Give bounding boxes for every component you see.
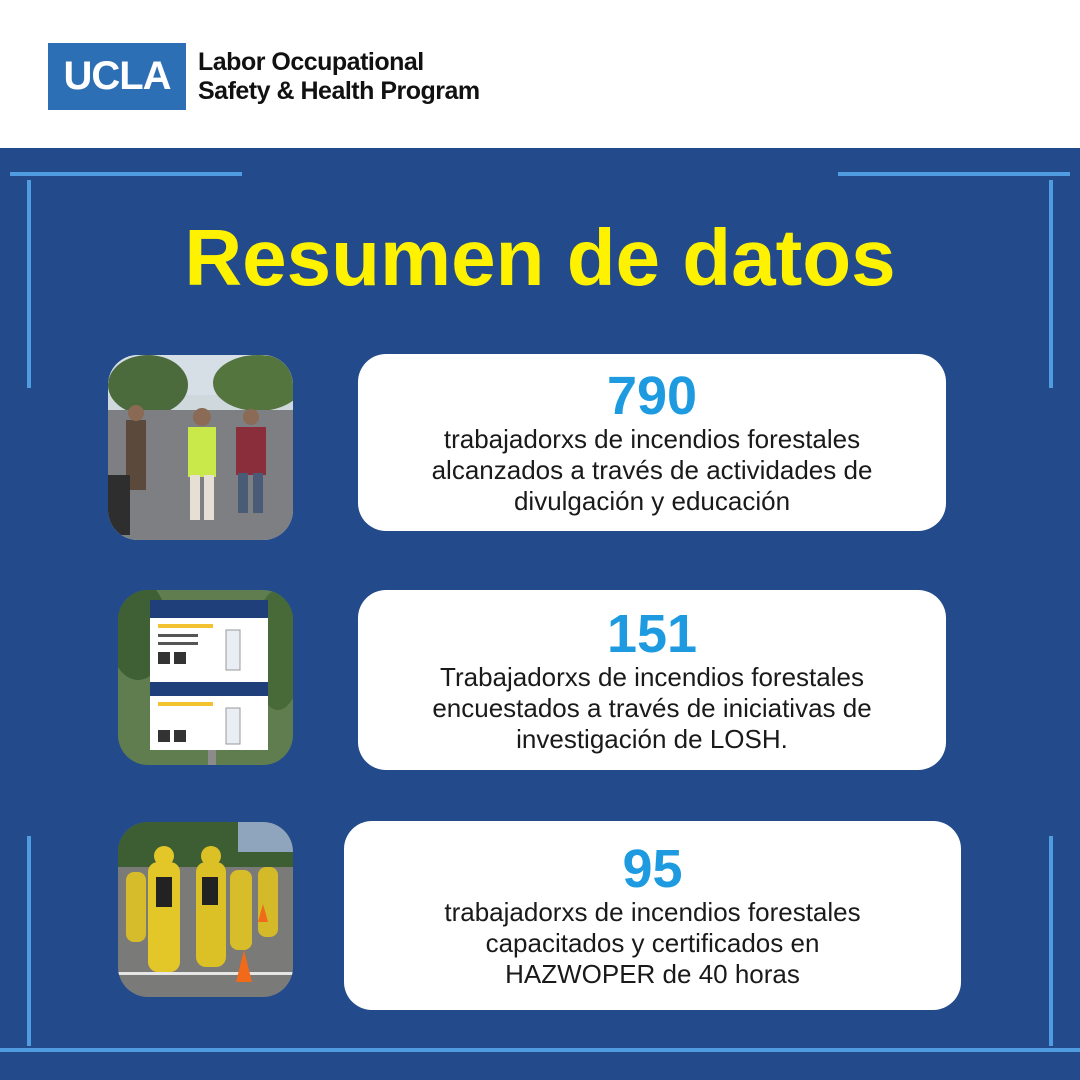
stat-card-training	[344, 821, 961, 1010]
stat-description	[432, 662, 871, 755]
stat-number: 151	[606, 603, 698, 664]
program-name	[198, 48, 480, 106]
stat-description-line: encuestados a través de iniciativas de	[432, 692, 872, 723]
stat-description-line: Trabajadorxs de incendios forestales	[440, 661, 864, 692]
stat-description-line: capacitados y certificados en	[485, 928, 820, 958]
frame-line-left-bottom	[27, 836, 31, 1046]
frame-line-right-bottom	[1049, 836, 1053, 1046]
program-name-line1: Labor Occupational	[198, 48, 424, 76]
poster-photo	[118, 590, 293, 765]
stat-card-outreach	[358, 354, 946, 531]
frame-line-top-right	[838, 172, 1070, 176]
frame-line-top-left	[10, 172, 242, 176]
stat-description-line: divulgación y educación	[513, 486, 791, 516]
stat-description	[444, 897, 860, 990]
stat-description-line: trabajadorxs de incendios forestales	[444, 897, 861, 927]
ucla-logo: UCLA	[48, 43, 186, 110]
stat-card-survey	[358, 590, 946, 770]
frame-line-bottom	[0, 1048, 1080, 1052]
stat-description	[432, 424, 873, 517]
stat-number: 790	[606, 366, 698, 426]
program-name-line2: Safety & Health Program	[198, 77, 480, 105]
hazwoper-training-photo	[118, 822, 293, 997]
stat-description-line: trabajadorxs de incendios forestales	[443, 424, 861, 454]
header	[0, 0, 1080, 148]
stat-description-line: investigación de LOSH.	[516, 723, 788, 754]
stat-description-line: HAZWOPER de 40 horas	[505, 959, 800, 989]
stat-description-line: alcanzados a través de actividades de	[431, 455, 873, 485]
outreach-photo	[108, 355, 293, 540]
page-title: Resumen de datos	[184, 213, 896, 302]
stat-number: 95	[622, 839, 683, 899]
